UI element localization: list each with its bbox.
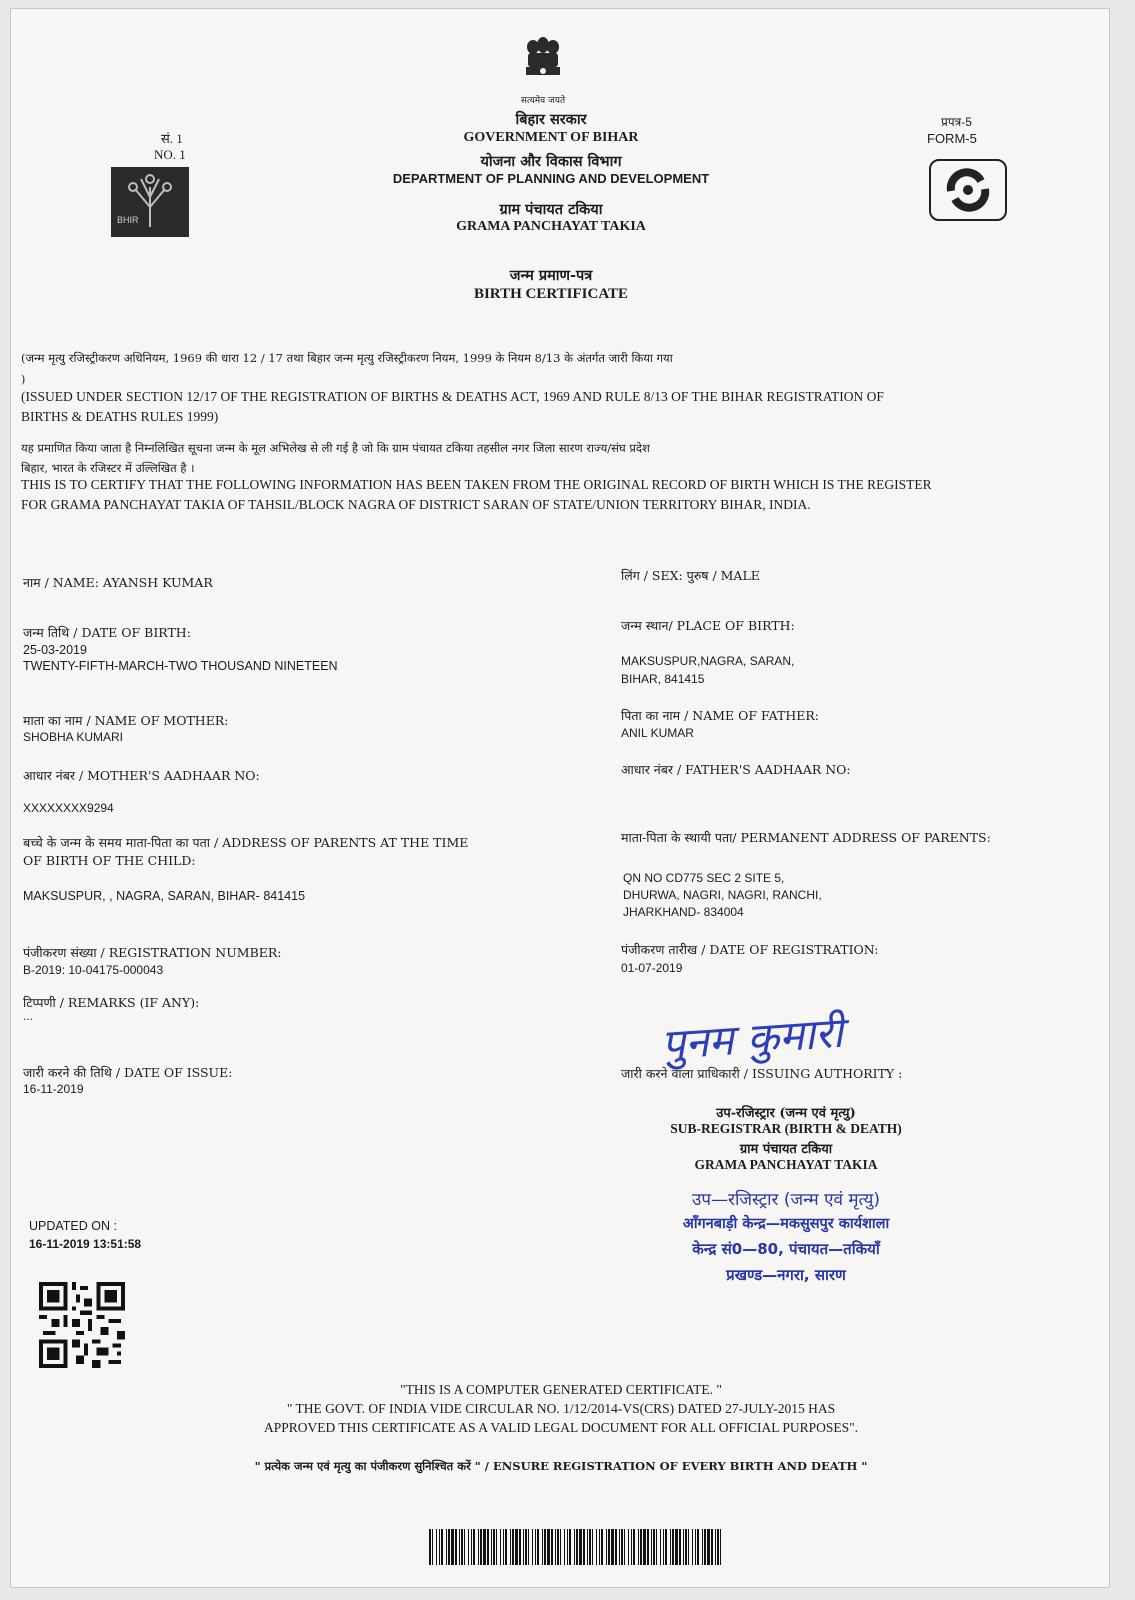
birth-address-label-1: बच्चे के जन्म के समय माता-पिता का पता / ADDRESS OF PARENTS AT THE TIME <box>23 835 469 850</box>
certify-hindi-line-2: बिहार, भारत के रजिस्टर में उल्लिखित है । <box>21 461 195 475</box>
father-aadhaar-label: आधार नंबर / FATHER'S AADHAAR NO: <box>621 762 851 777</box>
barcode-bar <box>446 1529 447 1565</box>
remarks-label: टिप्पणी / REMARKS (IF ANY): <box>23 995 200 1010</box>
registration-number-value: B-2019: 10-04175-000043 <box>23 963 164 977</box>
stamp-line-4: प्रखण्ड—नगरा, सारण <box>726 1266 846 1284</box>
barcode-bar <box>596 1529 597 1565</box>
barcode-bar <box>519 1529 521 1565</box>
barcode-bar <box>459 1529 460 1565</box>
dept-title: DEPARTMENT OF PLANNING AND DEVELOPMENT <box>392 171 710 186</box>
birth-address-value: MAKSUSPUR, , NAGRA, SARAN, BIHAR- 841415 <box>23 889 306 903</box>
barcode-bar <box>624 1529 625 1565</box>
barcode-bar <box>429 1529 431 1565</box>
issuing-authority-label: जारी करने वाला प्राधिकारी / ISSUING AUTHORITY : <box>621 1066 903 1081</box>
circular-note-line-1: " THE GOVT. OF INDIA VIDE CIRCULAR NO. 1/12/2014-VS(CRS) DATED 27-JULY-2015 HAS <box>286 1401 836 1416</box>
barcode-bar <box>496 1529 497 1565</box>
certify-line-2: FOR GRAMA PANCHAYAT TAKIA OF TAHSIL/BLOCK NAGRA OF DISTRICT SARAN OF STATE/UNION TERRITORY BIHAR, INDIA. <box>21 497 811 512</box>
barcode-bar <box>574 1529 575 1565</box>
permanent-address-label: माता-पिता के स्थायी पता/ PERMANENT ADDRESS OF PARENTS: <box>621 830 991 845</box>
barcode-bar <box>544 1529 546 1565</box>
dept-hindi: योजना और विकास विभाग <box>480 153 622 170</box>
barcode-bar <box>525 1529 527 1565</box>
stamp-line-2: आँगनबाड़ी केन्द्र—मकसुसपुर कार्यशाला <box>682 1216 890 1232</box>
issue-date-label: जारी करने की तिथि / DATE OF ISSUE: <box>23 1065 233 1080</box>
bihar-logo-text: BHIR <box>117 215 139 225</box>
handwritten-signature: पुनम कुमारी <box>659 1007 845 1070</box>
mother-name-value: SHOBHA KUMARI <box>23 730 124 744</box>
barcode-bar <box>707 1529 710 1565</box>
sub-registrar-hindi: उप-रजिस्ट्रार (जन्म एवं मृत्यु) <box>716 1106 856 1121</box>
issued-under-line-1: (ISSUED UNDER SECTION 12/17 OF THE REGISTRATION OF BIRTHS & DEATHS ACT, 1969 AND RULE 8/13 OF THE BIHAR REGISTRATION OF <box>21 389 884 404</box>
barcode-bar <box>471 1529 472 1565</box>
barcode-bar <box>560 1529 561 1565</box>
barcode-bar <box>441 1529 443 1565</box>
barcode-bar <box>628 1529 629 1565</box>
dob-words: TWENTY-FIFTH-MARCH-TWO THOUSAND NINETEEN <box>23 659 338 673</box>
barcode-bar <box>688 1529 689 1565</box>
barcode-bar <box>468 1529 469 1565</box>
barcode-bar <box>537 1529 539 1565</box>
permanent-address-line-2: DHURWA, NAGRI, NAGRI, RANCHI, <box>623 888 822 902</box>
barcode-bar <box>672 1529 674 1565</box>
barcode-bar <box>695 1529 696 1565</box>
dob-value: 25-03-2019 <box>23 643 87 657</box>
pob-value-1: MAKSUSPUR,NAGRA, SARAN, <box>621 654 795 668</box>
barcode-bar <box>685 1529 687 1565</box>
bihar-logo <box>111 167 189 237</box>
barcode-bar <box>576 1529 578 1565</box>
barcode-bar <box>651 1529 652 1565</box>
barcode-bar <box>702 1529 703 1565</box>
barcode-bar <box>579 1529 582 1565</box>
barcode-bar <box>656 1529 657 1565</box>
barcode-bar <box>564 1529 565 1565</box>
updated-on-value: 16-11-2019 13:51:58 <box>29 1237 142 1251</box>
barcode-icon <box>429 1529 725 1565</box>
barcode-bar <box>512 1529 514 1565</box>
qr-code-icon <box>39 1282 125 1368</box>
barcode-bar <box>704 1529 706 1565</box>
barcode-bar <box>608 1529 610 1565</box>
barcode-bar <box>567 1529 568 1565</box>
barcode-bar <box>555 1529 556 1565</box>
birth-address-label-2: OF BIRTH OF THE CHILD: <box>23 853 196 868</box>
computer-generated-note: "THIS IS A COMPUTER GENERATED CERTIFICATE. " <box>400 1382 722 1397</box>
barcode-bar <box>542 1529 543 1565</box>
barcode-bar <box>455 1529 457 1565</box>
barcode-bar <box>532 1529 533 1565</box>
barcode-bar <box>432 1529 433 1565</box>
barcode-bar <box>500 1529 501 1565</box>
barcode-bar <box>599 1529 600 1565</box>
dob-label: जन्म तिथि / DATE OF BIRTH: <box>23 625 191 640</box>
barcode-bar <box>640 1529 642 1565</box>
remarks-value: ... <box>23 1009 34 1023</box>
registration-date-value: 01-07-2019 <box>621 961 683 975</box>
form-no: FORM-5 <box>927 131 977 146</box>
certify-hindi-line-1: यह प्रमाणित किया जाता है निम्नलिखित सूचना जन्म के मूल अभिलेख से ली गई है जो कि ग्राम पंचायत टकिया तहसील नगर जिला सारण राज्य/संघ प्रदेश <box>21 441 650 455</box>
barcode-bar <box>483 1529 486 1565</box>
father-name-value: ANIL KUMAR <box>621 726 694 740</box>
barcode-bar <box>717 1529 719 1565</box>
serial-no: NO. 1 <box>154 147 186 162</box>
barcode-bar <box>619 1529 620 1565</box>
barcode-bar <box>515 1529 518 1565</box>
pob-value-2: BIHAR, 841415 <box>621 672 705 686</box>
barcode-bar <box>631 1529 632 1565</box>
registration-date-label: पंजीकरण तारीख / DATE OF REGISTRATION: <box>621 942 879 957</box>
barcode-bar <box>493 1529 495 1565</box>
issued-under-line-2: BIRTHS & DEATHS RULES 1999) <box>21 409 219 424</box>
crs-logo <box>929 159 1007 221</box>
barcode-bar <box>589 1529 591 1565</box>
barcode-bar <box>587 1529 588 1565</box>
barcode-bar <box>551 1529 553 1565</box>
barcode-bar <box>592 1529 593 1565</box>
barcode-bar <box>638 1529 639 1565</box>
birth-certificate-page <box>10 8 1110 1588</box>
panchayat-title: GRAMA PANCHAYAT TAKIA <box>456 219 646 234</box>
barcode-bar <box>583 1529 585 1565</box>
barcode-bar <box>697 1529 699 1565</box>
pob-label: जन्म स्थान/ PLACE OF BIRTH: <box>621 618 795 633</box>
barcode-bar <box>675 1529 678 1565</box>
authority-panchayat-hindi: ग्राम पंचायत टकिया <box>739 1142 833 1157</box>
barcode-bar <box>683 1529 684 1565</box>
registration-slogan: " प्रत्येक जन्म एवं मृत्यु का पंजीकरण सुनिश्चित करें " / ENSURE REGISTRATION OF EVERY BIRTH AND DEATH " <box>254 1459 868 1473</box>
updated-on-label: UPDATED ON : <box>29 1219 117 1233</box>
certificate-title-hindi: जन्म प्रमाण-पत्र <box>509 267 593 284</box>
crs-swirl-icon <box>931 161 1005 219</box>
barcode-bar <box>535 1529 536 1565</box>
barcode-bar <box>647 1529 649 1565</box>
registration-number-label: पंजीकरण संख्या / REGISTRATION NUMBER: <box>23 945 282 960</box>
barcode-bar <box>523 1529 524 1565</box>
barcode-bar <box>692 1529 693 1565</box>
barcode-bar <box>643 1529 646 1565</box>
stamp-line-3: केन्द्र सं0—80, पंचायत—तकियाँ <box>692 1240 880 1258</box>
mother-name-label: माता का नाम / NAME OF MOTHER: <box>23 713 229 728</box>
mother-aadhaar-label: आधार नंबर / MOTHER'S AADHAAR NO: <box>23 768 260 783</box>
barcode-bar <box>615 1529 617 1565</box>
barcode-bar <box>439 1529 440 1565</box>
barcode-bar <box>464 1529 465 1565</box>
govt-title: GOVERNMENT OF BIHAR <box>463 130 639 145</box>
certificate-title: BIRTH CERTIFICATE <box>473 286 629 302</box>
serial-no-hindi: सं. 1 <box>161 131 183 146</box>
mother-aadhaar-value: XXXXXXXX9294 <box>23 801 114 815</box>
govt-hindi: बिहार सरकार <box>515 111 587 128</box>
barcode-bar <box>606 1529 607 1565</box>
bodhi-tree-icon <box>111 167 189 237</box>
barcode-bar <box>473 1529 475 1565</box>
sex: लिंग / SEX: पुरुष / MALE <box>621 568 760 583</box>
barcode-bar <box>569 1529 571 1565</box>
issued-under-hindi: (जन्म मृत्यु रजिस्ट्रीकरण अधिनियम, 1969 की धारा 12 / 17 तथा बिहार जन्म मृत्यु रजिस्ट्रीकरण नियम, 1999 के नियम 8/13 के अंतर्गत जारी किया गया <box>21 351 673 365</box>
barcode-bar <box>487 1529 489 1565</box>
permanent-address-line-1: QN NO CD775 SEC 2 SITE 5, <box>623 871 785 885</box>
circular-note-line-2: APPROVED THIS CERTIFICATE AS A VALID LEGAL DOCUMENT FOR ALL OFFICIAL PURPOSES". <box>263 1420 859 1435</box>
barcode-bar <box>653 1529 655 1565</box>
certify-line-1: THIS IS TO CERTIFY THAT THE FOLLOWING INFORMATION HAS BEEN TAKEN FROM THE ORIGINAL RECORD OF BIRTH WHICH IS THE REGISTER <box>21 477 932 492</box>
barcode-bar <box>633 1529 635 1565</box>
emblem-caption: सत्यमेव जयते <box>520 96 566 106</box>
stamp-line-1: उप—रजिस्ट्रार (जन्म एवं मृत्यु) <box>692 1190 880 1210</box>
barcode-bar <box>478 1529 479 1565</box>
barcode-bar <box>711 1529 713 1565</box>
form-no-hindi: प्रपत्र-5 <box>941 115 972 129</box>
barcode-bar <box>528 1529 529 1565</box>
authority-panchayat: GRAMA PANCHAYAT TAKIA <box>694 1157 878 1172</box>
child-name: नाम / NAME: AYANSH KUMAR <box>23 575 213 590</box>
barcode-bar <box>660 1529 661 1565</box>
barcode-bar <box>720 1529 721 1565</box>
issue-date-value: 16-11-2019 <box>23 1082 84 1096</box>
panchayat-hindi: ग्राम पंचायत टकिया <box>499 201 603 218</box>
barcode-bar <box>621 1529 623 1565</box>
barcode-bar <box>547 1529 550 1565</box>
barcode-bar <box>670 1529 671 1565</box>
barcode-bar <box>436 1529 437 1565</box>
barcode-bar <box>491 1529 492 1565</box>
father-name-label: पिता का नाम / NAME OF FATHER: <box>621 708 819 723</box>
barcode-bar <box>611 1529 614 1565</box>
barcode-bar <box>461 1529 463 1565</box>
national-emblem-icon <box>518 31 568 93</box>
barcode-bar <box>505 1529 507 1565</box>
barcode-bar <box>480 1529 482 1565</box>
barcode-bar <box>665 1529 667 1565</box>
barcode-bar <box>715 1529 716 1565</box>
barcode-bar <box>448 1529 450 1565</box>
barcode-bar <box>663 1529 664 1565</box>
barcode-bar <box>451 1529 454 1565</box>
barcode-bar <box>679 1529 681 1565</box>
issued-under-hindi-close: ) <box>21 373 26 386</box>
permanent-address-line-3: JHARKHAND- 834004 <box>623 905 744 919</box>
barcode-bar <box>557 1529 559 1565</box>
barcode-bar <box>510 1529 511 1565</box>
sub-registrar-title: SUB-REGISTRAR (BIRTH & DEATH) <box>670 1121 902 1136</box>
barcode-bar <box>601 1529 603 1565</box>
barcode-bar <box>503 1529 504 1565</box>
